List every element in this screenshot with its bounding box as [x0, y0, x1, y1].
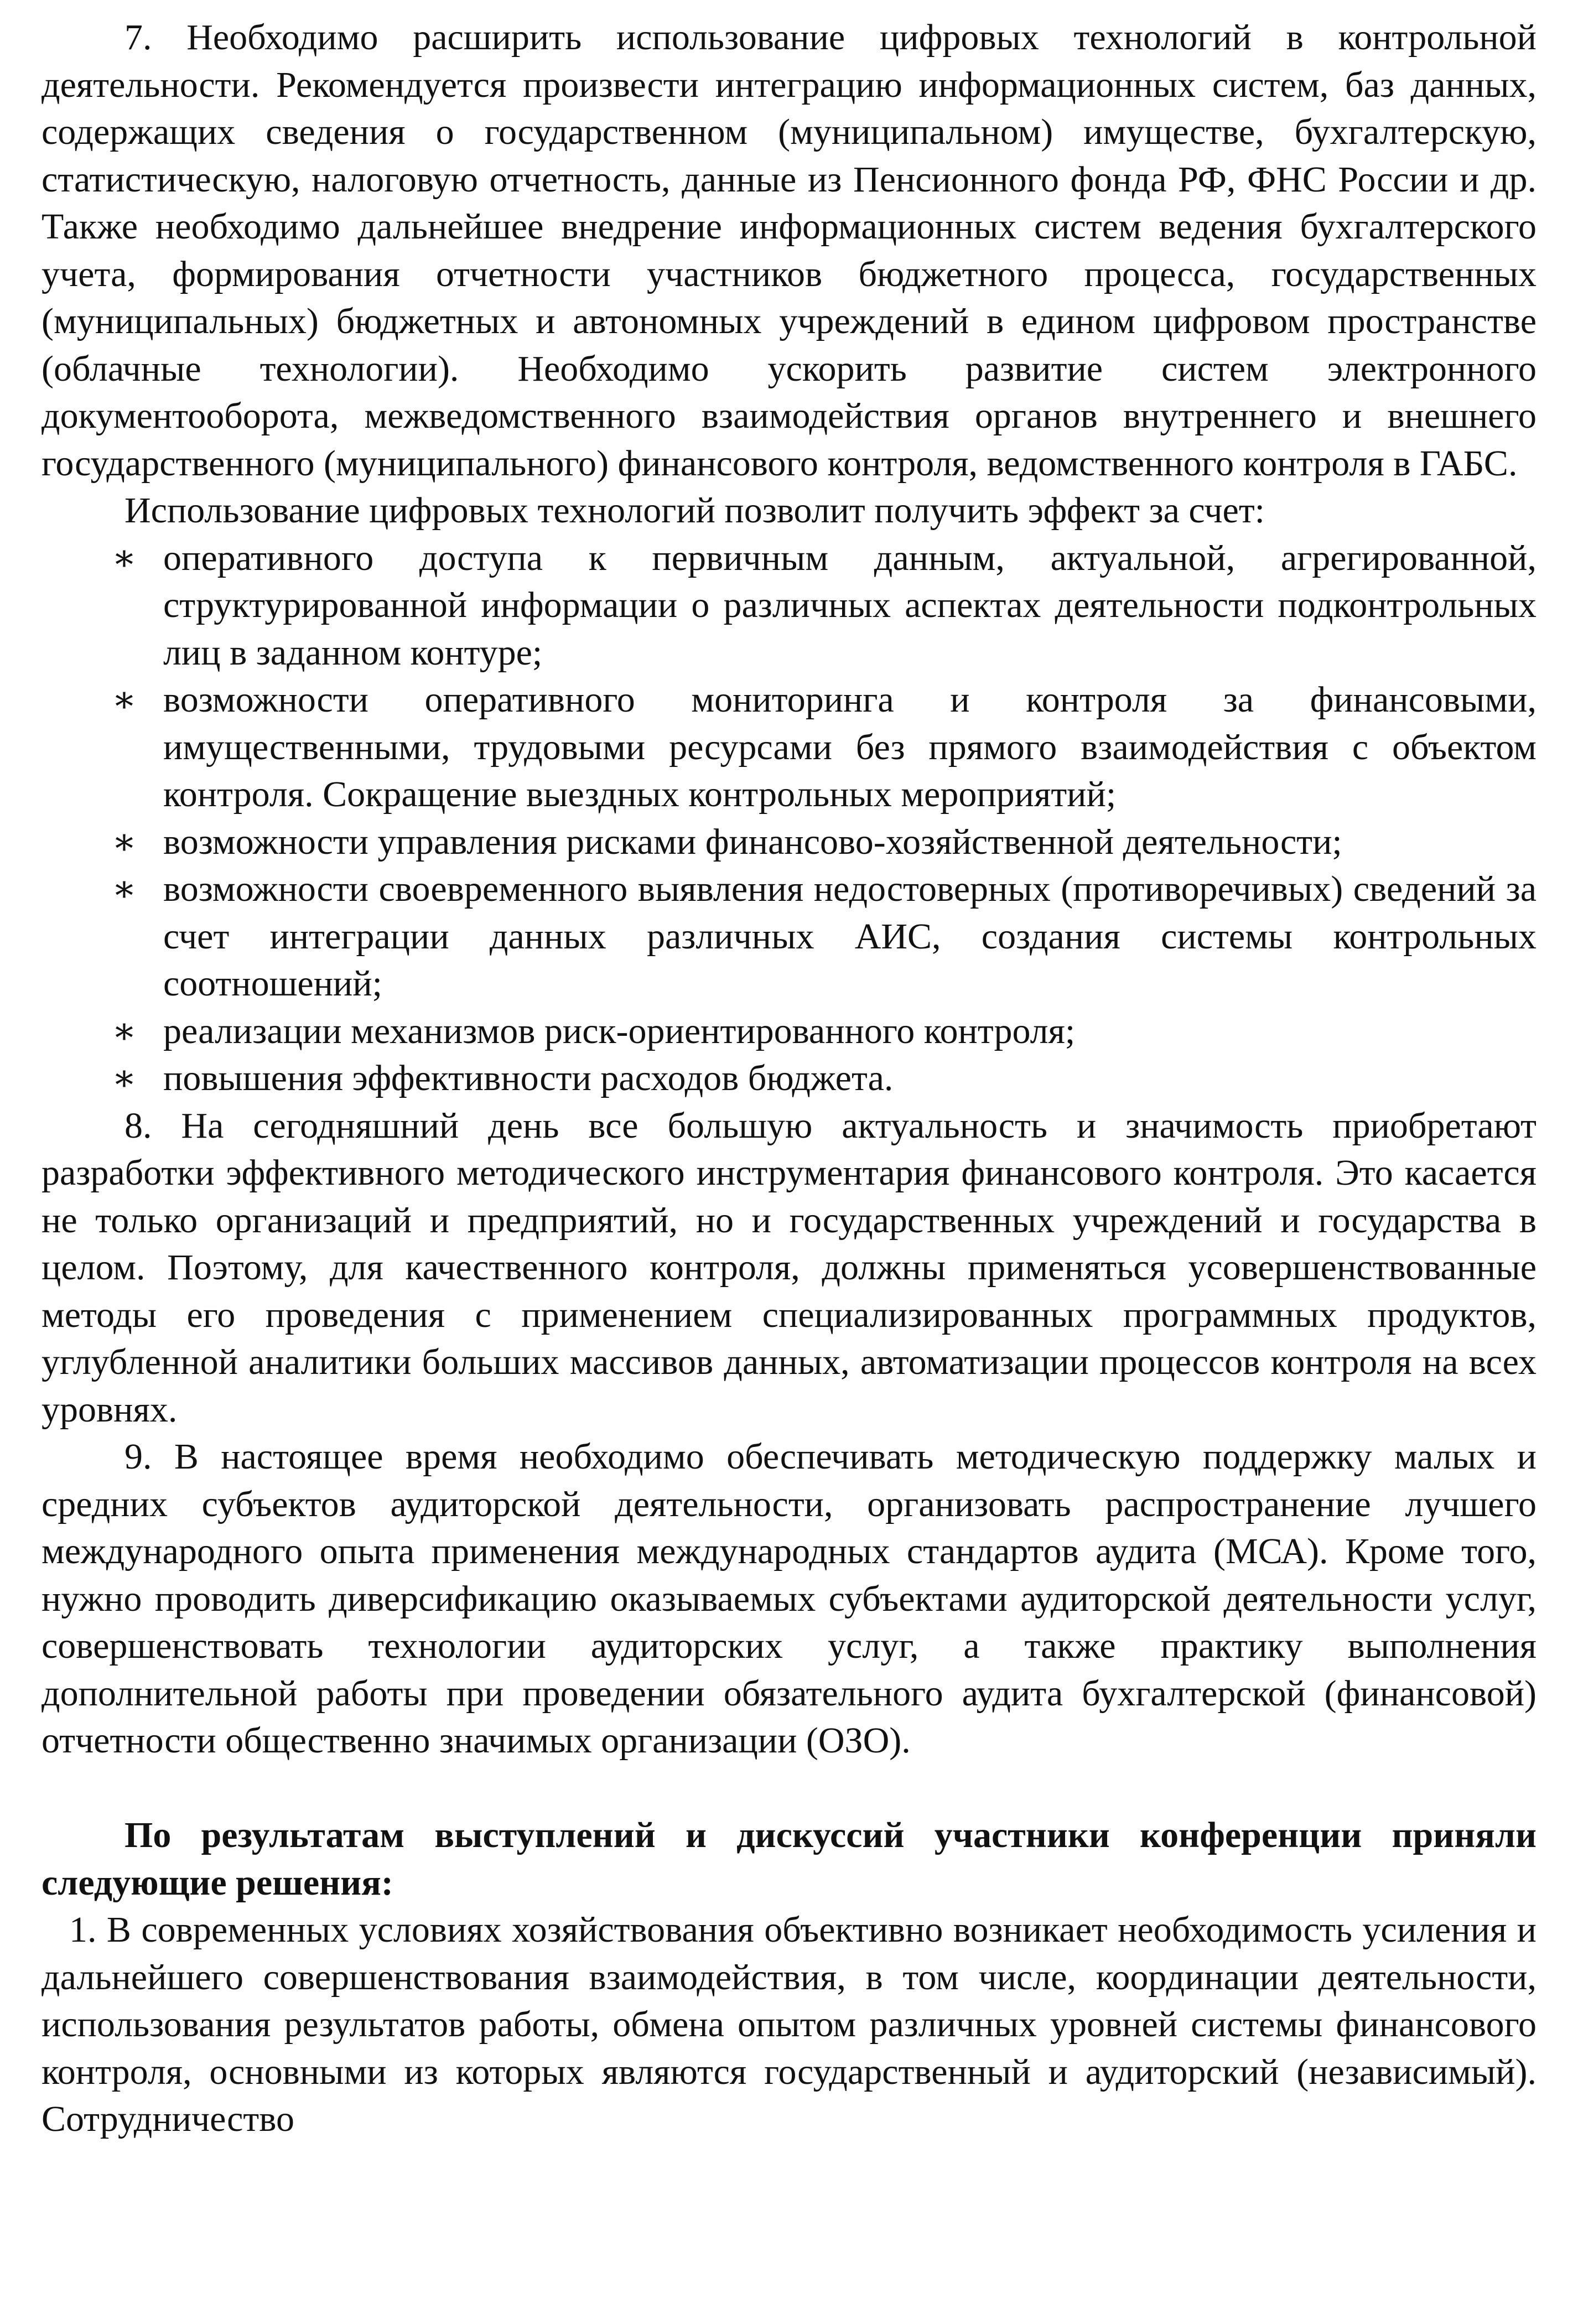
bullet-icon: ∗: [112, 1010, 137, 1051]
list-item: [112, 535, 1537, 677]
list-item-text: возможности оперативного мониторинга и контроля за финансовыми, имущественными, трудовыми ресурсами без прямого взаимодействия с объектом контроля. Сокращение выездных контрольных мероприятий;: [163, 679, 1537, 815]
bullet-icon: ∗: [112, 821, 137, 862]
paragraph-decision-1: 1. В современных условиях хозяйствования объективно возникает необходимость усиления и дальнейшего совершенствования взаимодействия, в том числе, координации деятельности, использования результатов работы, обмена опытом различных уровней системы финансового контроля, основными из которых являются государственный и аудиторский (независимый). Сотрудничество: [41, 1910, 1537, 2139]
list-item: [112, 1055, 1537, 1102]
list-item-text: повышения эффективности расходов бюджета.: [163, 1058, 894, 1098]
blank-line: [41, 1765, 1537, 1812]
bullet-icon: ∗: [112, 537, 137, 578]
effects-intro: Использование цифровых технологий позволит получить эффект за счет:: [124, 490, 1265, 531]
decisions-heading: По результатам выступлений и дискуссий участники конференции приняли следующие решения:: [41, 1815, 1537, 1903]
list-item-text: возможности своевременного выявления недостоверных (противоречивых) сведений за счет интеграции данных различных АИС, создания системы контрольных соотношений;: [163, 869, 1537, 1004]
list-item-text: реализации механизмов риск-ориентированного контроля;: [163, 1010, 1076, 1051]
bullet-icon: ∗: [112, 869, 137, 909]
paragraph-item-7: 7. Необходимо расширить использование цифровых технологий в контрольной деятельности. Рекомендуется произвести интеграцию информационных систем, баз данных, содержащих сведения о государственном (муниципальном) имуществе, бухгалтерскую, статистическую, налоговую отчетность, данные из Пенсионного фонда РФ, ФНС России и др. Также необходимо дальнейшее внедрение информационных систем ведения бухгалтерского учета, формирования отчетности участников бюджетного процесса, государственных (муниципальных) бюджетных и автономных учреждений в едином цифровом пространстве (облачные технологии). Необходимо ускорить развитие систем электронного документооборота, межведомственного взаимодействия органов внутреннего и внешнего государственного (муниципального) финансового контроля, ведомственного контроля в ГАБС.: [41, 17, 1537, 484]
paragraph-item-9: 9. В настоящее время необходимо обеспечивать методическую поддержку малых и средних субъектов аудиторской деятельности, организовать распространение лучшего международного опыта применения международных стандартов аудита (МСА). Кроме того, нужно проводить диверсификацию оказываемых субъектами аудиторской деятельности услуг, совершенствовать технологии аудиторских услуг, а также практику выполнения дополнительной работы при проведении обязательного аудита бухгалтерской (финансовой) отчетности общественно значимых организации (ОЗО).: [41, 1436, 1537, 1761]
paragraph-item-8: 8. На сегодняшний день все большую актуальность и значимость приобретают разработки эффективного методического инструментария финансового контроля. Это касается не только организаций и предприятий, но и государственных учреждений и государства в целом. Поэтому, для качественного контроля, должны применяться усовершенствованные методы его проведения с применением специализированных программных продуктов, углубленной аналитики больших массивов данных, автоматизации процессов контроля на всех уровнях.: [41, 1105, 1537, 1430]
bullet-icon: ∗: [112, 1058, 137, 1098]
effects-list: [41, 535, 1537, 1102]
list-item: [112, 1008, 1537, 1055]
list-item: [112, 865, 1537, 1008]
document-page: [41, 14, 1537, 2143]
list-item: [112, 676, 1537, 818]
list-item: [112, 818, 1537, 866]
bullet-icon: ∗: [112, 679, 137, 720]
list-item-text: оперативного доступа к первичным данным, актуальной, агрегированной, структурированной информации о различных аспектах деятельности подконтрольных лиц в заданном контуре;: [163, 537, 1537, 673]
list-item-text: возможности управления рисками финансово-хозяйственной деятельности;: [163, 821, 1342, 862]
